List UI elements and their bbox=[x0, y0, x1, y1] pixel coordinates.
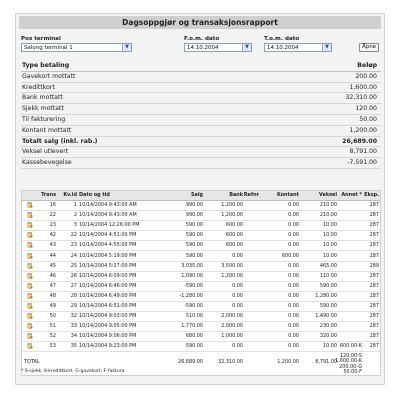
cell-veksel: 320.00 bbox=[319, 333, 337, 340]
receipt-icon[interactable] bbox=[27, 293, 33, 299]
cell-eksp: Eksp. bbox=[364, 192, 379, 198]
summary-header-value: Beløp bbox=[357, 62, 377, 69]
total-kontant: 1,200.00 bbox=[277, 358, 299, 365]
cell-bank: Bank bbox=[229, 192, 243, 198]
cell-kontant: 0.00 bbox=[288, 333, 299, 340]
cell-kontant: 0.00 bbox=[288, 282, 299, 289]
cell-salg: 680.00 bbox=[185, 333, 203, 340]
cell-bank: 0.00 bbox=[232, 303, 243, 309]
cell-bank: 0.00 bbox=[232, 282, 243, 289]
cell-kontant: 0.00 bbox=[288, 343, 299, 350]
cell-kontant: 0.00 bbox=[288, 232, 299, 239]
cell-dato-og-tid: 10/14/2004 4:55:00 PM bbox=[79, 242, 137, 249]
cell-dato-og-tid: 10/14/2004 6:49:00 PM bbox=[79, 292, 137, 299]
cell-eksp: 287 bbox=[369, 222, 379, 229]
cell-trans: 23 bbox=[49, 222, 56, 229]
cell-kontant: 0.00 bbox=[288, 222, 299, 229]
cell-trans: 51 bbox=[49, 323, 56, 330]
from-date-value: 14.10.2004 bbox=[187, 45, 219, 51]
cell-salg: 990.00 bbox=[185, 212, 203, 219]
summary-row bbox=[21, 72, 381, 83]
total-label: TOTAL bbox=[24, 358, 40, 365]
cell-trans: 48 bbox=[49, 292, 56, 299]
summary-row bbox=[21, 83, 381, 94]
cell-eksp: 287 bbox=[369, 292, 379, 299]
summary-row-label: Sjekk mottatt bbox=[22, 105, 64, 113]
summary-row bbox=[21, 93, 381, 104]
receipt-icon[interactable] bbox=[27, 212, 33, 218]
cell-dato-og-tid: 10/14/2004 4:51:00 PM bbox=[79, 232, 137, 239]
receipt-icon[interactable] bbox=[27, 253, 33, 259]
to-date-value: 14.10.2004 bbox=[267, 45, 299, 51]
cell-dato-og-tid: 10/14/2004 9:05:00 PM bbox=[79, 323, 137, 330]
receipt-icon[interactable] bbox=[27, 242, 33, 248]
cell-veksel: 10.00 bbox=[322, 232, 337, 239]
total-annet: 1,600.00-K bbox=[335, 358, 362, 364]
cell-trans: 50 bbox=[49, 313, 56, 320]
cell-kv-id: 1 bbox=[73, 202, 77, 208]
cell-kv-id: 2 bbox=[73, 212, 77, 219]
cell-dato-og-tid: 10/14/2004 9:43:00 AM bbox=[79, 212, 137, 219]
cell-kv-id: 29 bbox=[70, 303, 77, 309]
cell-salg: 590.00 bbox=[185, 242, 203, 249]
cell-kontant: 0.00 bbox=[288, 292, 299, 299]
cell-bank: 1,200.00 bbox=[221, 212, 243, 219]
footnote: * S-sjekk, K-kredittkort, G-gavekort, F-faktura bbox=[21, 369, 125, 374]
cell-veksel: 210.00 bbox=[319, 212, 337, 219]
cell-kv-id: 28 bbox=[70, 292, 77, 299]
cell-veksel: 1,490.00 bbox=[315, 313, 337, 320]
cell-kontant: Kontant bbox=[276, 192, 299, 198]
cell-eksp: 287 bbox=[369, 282, 379, 289]
cell-salg: Salg bbox=[191, 192, 203, 198]
receipt-icon[interactable] bbox=[27, 222, 33, 228]
cell-eksp: 287 bbox=[369, 303, 379, 309]
summary-row bbox=[21, 137, 381, 148]
from-date-select[interactable] bbox=[184, 43, 252, 52]
summary-row-value: 50.00 bbox=[359, 115, 377, 123]
cell-eksp: 287 bbox=[369, 232, 379, 239]
summary-row-value: 32,310.00 bbox=[345, 94, 377, 102]
cell-veksel: 590.00 bbox=[319, 303, 337, 309]
cell-veksel: 10.00 bbox=[322, 252, 337, 259]
summary-row-label: Til fakturering bbox=[22, 115, 66, 123]
cell-trans: 46 bbox=[49, 272, 56, 279]
cell-trans: 52 bbox=[49, 333, 56, 340]
receipt-icon[interactable] bbox=[27, 343, 33, 349]
report-panel bbox=[15, 13, 385, 385]
cell-trans: 53 bbox=[49, 343, 56, 350]
cell-bank: 600.00 bbox=[225, 232, 243, 239]
summary-row-value: 26,689.00 bbox=[342, 137, 377, 145]
cell-salg: 590.00 bbox=[185, 232, 203, 239]
cell-kontant: 0.00 bbox=[288, 303, 299, 309]
cell-trans: Trans bbox=[41, 192, 56, 198]
summary-row-label: Bank mottatt bbox=[22, 94, 63, 102]
cell-bank: 0.00 bbox=[232, 252, 243, 259]
summary-header-label: Type betaling bbox=[22, 62, 70, 69]
receipt-icon[interactable] bbox=[27, 333, 33, 339]
cell-veksel: 10.00 bbox=[322, 242, 337, 249]
cell-dato-og-tid: Dato og tid bbox=[79, 192, 110, 198]
cell-dato-og-tid: 10/14/2004 9:03:00 PM bbox=[79, 313, 137, 320]
cell-kv-id: 27 bbox=[70, 282, 77, 289]
cell-salg: 510.00 bbox=[185, 313, 203, 320]
chevron-down-icon: ▼ bbox=[242, 44, 251, 51]
cell-veksel: 230.00 bbox=[319, 323, 337, 330]
cell-bank: 600.00 bbox=[225, 222, 243, 229]
cell-dato-og-tid: 10/14/2004 5:19:00 PM bbox=[79, 252, 137, 259]
cell-trans: 43 bbox=[49, 242, 56, 249]
cell-dato-og-tid: 10/14/2004 12:26:00 PM bbox=[79, 222, 140, 229]
cell-dato-og-tid: 10/14/2004 9:06:00 PM bbox=[79, 333, 137, 340]
cell-bank: 1,200.00 bbox=[221, 202, 243, 208]
cell-trans: 47 bbox=[49, 282, 56, 289]
cell-salg: 590.00 bbox=[185, 222, 203, 229]
cell-eksp: 287 bbox=[369, 242, 379, 249]
terminal-select-value: Salong terminal 1 bbox=[24, 45, 73, 51]
total-annet: 50.00-F bbox=[343, 369, 362, 375]
summary-row-label: Kontant mottatt bbox=[22, 126, 72, 134]
receipt-icon[interactable] bbox=[27, 202, 33, 208]
cell-kv-id: 32 bbox=[70, 313, 77, 320]
summary-row-label: Totalt salg (inkl. rab.) bbox=[22, 137, 98, 145]
summary-row-label: Gavekort mottatt bbox=[22, 72, 76, 80]
cell-kv-id: 22 bbox=[70, 232, 77, 239]
cell-veksel: 10.00 bbox=[322, 343, 337, 350]
transactions-table bbox=[21, 190, 381, 376]
receipt-icon[interactable] bbox=[27, 323, 33, 329]
cell-dato-og-tid: 10/14/2004 6:09:00 PM bbox=[79, 272, 137, 279]
cell-annet: 600.00-K bbox=[339, 343, 362, 350]
cell-salg: 3,035.00 bbox=[181, 262, 203, 269]
cell-veksel: 590.00 bbox=[319, 282, 337, 289]
cell-kv-id: 24 bbox=[70, 252, 77, 259]
cell-eksp: 287 bbox=[369, 272, 379, 279]
cell-salg: 1,770.00 bbox=[181, 323, 203, 330]
cell-trans: 42 bbox=[49, 232, 56, 239]
summary-row-label: Kassebevegelse bbox=[22, 159, 72, 167]
cell-bank: 1,000.00 bbox=[221, 333, 243, 340]
cell-dato-og-tid: 10/14/2004 6:46:00 PM bbox=[79, 282, 137, 289]
summary-row bbox=[21, 126, 381, 137]
cell-veksel: 465.00 bbox=[319, 262, 337, 269]
chevron-down-icon: ▼ bbox=[122, 44, 131, 51]
receipt-icon[interactable] bbox=[27, 273, 33, 279]
cell-salg: 1,090.00 bbox=[181, 272, 203, 279]
terminal-label: Pos terminal bbox=[21, 36, 61, 42]
from-date-label: F.o.m. dato bbox=[184, 36, 220, 42]
cell-kontant: 0.00 bbox=[288, 242, 299, 249]
cell-annet: Annet * bbox=[341, 192, 362, 198]
receipt-icon[interactable] bbox=[27, 283, 33, 289]
cell-salg: -590.00 bbox=[184, 303, 203, 309]
cell-eksp: 287 bbox=[369, 202, 379, 208]
summary-row bbox=[21, 147, 381, 158]
cell-eksp: 287 bbox=[369, 323, 379, 330]
cell-kv-id: 25 bbox=[70, 262, 77, 269]
cell-trans: 16 bbox=[49, 202, 56, 208]
receipt-icon[interactable] bbox=[27, 263, 33, 269]
cell-kontant: 0.00 bbox=[288, 272, 299, 279]
summary-row-value: 200.00 bbox=[355, 72, 377, 80]
cell-trans: 44 bbox=[49, 252, 56, 259]
receipt-icon[interactable] bbox=[27, 303, 33, 309]
cell-bank: 1,200.00 bbox=[221, 272, 243, 279]
report-title: Dagsoppgjør og transaksjonsrapport bbox=[19, 16, 381, 29]
total-veksel: 8,791.00 bbox=[315, 358, 337, 365]
cell-trans: 49 bbox=[49, 303, 56, 309]
summary-row bbox=[21, 158, 381, 169]
cell-kontant: 0.00 bbox=[288, 313, 299, 320]
summary-header bbox=[21, 61, 381, 72]
cell-veksel: 210.00 bbox=[319, 202, 337, 208]
cell-bank: 2,000.00 bbox=[221, 313, 243, 320]
to-date-label: T.o.m. dato bbox=[264, 36, 300, 42]
cell-eksp: 289 bbox=[369, 262, 379, 269]
cell-salg: 590.00 bbox=[185, 252, 203, 259]
cell-kontant: 0.00 bbox=[288, 202, 299, 208]
cell-dato-og-tid: 10/14/2004 9:43:00 AM bbox=[79, 202, 137, 208]
cell-salg: -1,280.00 bbox=[179, 292, 203, 299]
cell-dato-og-tid: 10/14/2004 9:23:00 PM bbox=[79, 343, 137, 350]
cell-trans: 22 bbox=[49, 212, 56, 219]
receipt-icon[interactable] bbox=[27, 313, 33, 319]
cell-kontant: 600.00 bbox=[281, 252, 299, 259]
summary-row-value: 8,791.00 bbox=[349, 148, 377, 156]
cell-bank: 3,500.00 bbox=[221, 262, 243, 269]
total-salg: 26,689.00 bbox=[178, 358, 203, 365]
cell-kv-id: 23 bbox=[70, 242, 77, 249]
chevron-down-icon: ▼ bbox=[322, 44, 331, 51]
summary-row-label: Kredittkort bbox=[22, 83, 55, 91]
cell-dato-og-tid: 10/14/2004 6:51:00 PM bbox=[79, 303, 137, 309]
cell-salg: -590.00 bbox=[184, 282, 203, 289]
summary-row-value: 120.00 bbox=[355, 105, 377, 113]
total-annet: 200.00-G bbox=[339, 363, 362, 370]
cell-dato-og-tid: 10/14/2004 5:27:00 PM bbox=[79, 262, 137, 269]
receipt-icon[interactable] bbox=[27, 232, 33, 238]
cell-kontant: 0.00 bbox=[288, 262, 299, 269]
summary-row-value: -7,591.00 bbox=[347, 159, 377, 167]
summary-row-value: 1,600.00 bbox=[349, 83, 377, 91]
total-annet: 120.00-S bbox=[340, 352, 362, 359]
summary-row bbox=[21, 104, 381, 115]
cell-veksel: Veksel bbox=[319, 192, 337, 198]
cell-bank: 600.00 bbox=[225, 242, 243, 249]
cell-bank: 2,000.00 bbox=[221, 323, 243, 330]
cell-bank: 0.00 bbox=[232, 292, 243, 299]
to-date-select[interactable] bbox=[264, 43, 332, 52]
cell-bank: 0.00 bbox=[232, 343, 243, 350]
total-bank: 32,310.00 bbox=[218, 358, 243, 365]
cell-salg: 990.00 bbox=[185, 202, 203, 208]
cell-refnr: Refnr bbox=[243, 192, 259, 198]
cell-eksp: 287 bbox=[369, 212, 379, 219]
cell-eksp: 287 bbox=[369, 252, 379, 259]
cell-kv-id: Kv.id bbox=[63, 192, 77, 198]
cell-kv-id: 3 bbox=[73, 222, 77, 229]
open-button[interactable]: Åpne bbox=[359, 43, 379, 52]
terminal-select[interactable] bbox=[21, 43, 132, 52]
cell-eksp: 287 bbox=[369, 333, 379, 340]
cell-kv-id: 33 bbox=[70, 323, 77, 330]
cell-salg: 590.00 bbox=[185, 343, 203, 350]
summary-table bbox=[21, 61, 381, 169]
summary-row-value: 1,200.00 bbox=[349, 126, 377, 134]
summary-row-label: Veksel utlevert bbox=[22, 148, 69, 156]
cell-veksel: 1,280.00 bbox=[315, 292, 337, 299]
cell-kv-id: 26 bbox=[70, 272, 77, 279]
cell-veksel: 110.00 bbox=[319, 272, 337, 279]
cell-eksp: 287 bbox=[369, 343, 379, 350]
cell-eksp: 287 bbox=[369, 313, 379, 320]
cell-kv-id: 34 bbox=[70, 333, 77, 340]
cell-veksel: 10.00 bbox=[322, 222, 337, 229]
cell-kontant: 0.00 bbox=[288, 212, 299, 219]
summary-row bbox=[21, 115, 381, 126]
cell-kontant: 0.00 bbox=[288, 323, 299, 330]
cell-trans: 45 bbox=[49, 262, 56, 269]
cell-kv-id: 35 bbox=[70, 343, 77, 350]
